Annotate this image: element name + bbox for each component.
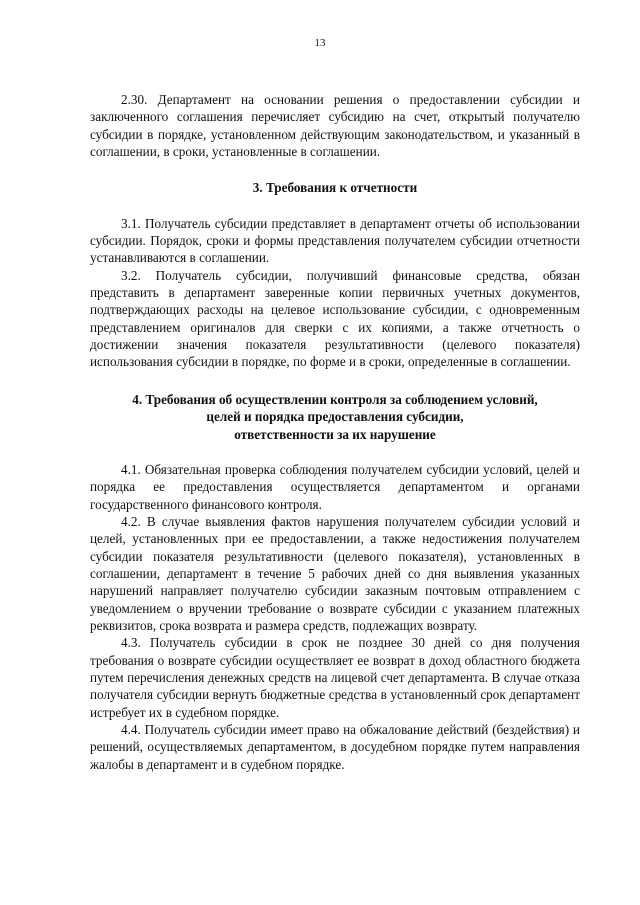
section-3-heading: 3. Требования к отчетности bbox=[252, 180, 418, 196]
paragraph-4-4: 4.4. Получатель субсидии имеет право на обжалование действий (бездействия) и решений, осуществляемых департаментом, в досудебном порядке путем направления жалобы в департамент и в судебном порядке. bbox=[90, 722, 580, 772]
section-4-heading bbox=[90, 391, 580, 443]
document-body bbox=[90, 91, 580, 773]
paragraph-4-1: 4.1. Обязательная проверка соблюдения получателем субсидии условий, целей и порядка ее предоставления осуществляется департаментом и органами государственного финансового контроля. bbox=[90, 461, 580, 512]
paragraph-2-30: 2.30. Департамент на основании решения о предоставлении субсидии и заключенного соглашения перечисляет субсидию на счет, открытый получателю субсидии в порядке, установленном действующим законодательством, и указанный в соглашении, в сроки, установленные в соглашении. bbox=[90, 92, 580, 160]
page-number: 13 bbox=[314, 37, 326, 49]
section-4-heading-line-1: 4. Требования об осуществлении контроля за соблюдением условий, bbox=[132, 391, 538, 407]
section-4-heading-line-3: ответственности за их нарушение bbox=[234, 426, 436, 442]
paragraph-4-2: 4.2. В случае выявления фактов нарушения получателем субсидии условий и целей, установленных при ее предоставлении, а также недостижения получателем субсидии показателя результативности (целевого показателя), установленных в соглашении, департамент в течение 5 рабочих дней со дня выявления указанных нарушений направляет получателю субсидии заказным почтовым отправлением с уведомлением о вручении требование о возврате субсидии с указанием платежных реквизитов, срока возврата и размера средств, подлежащих возврату. bbox=[90, 513, 580, 633]
paragraph-3-2: 3.2. Получатель субсидии, получивший финансовые средства, обязан представить в департамент заверенные копии первичных учетных документов, подтверждающих расходы на целевое использование субсидии, с одновременным представлением оригиналов для сверки с их копиями, а также отчетность о достижении значения показателя результативности (целевого показателя) использования субсидии в порядке, по форме и в сроки, определенные в соглашении. bbox=[90, 267, 580, 370]
paragraph-4-3: 4.3. Получатель субсидии в срок не позднее 30 дней со дня получения требования о возврате субсидии осуществляет ее возврат в доход областного бюджета путем перечисления денежных средств на лицевой счет департамента. В случае отказа получателя субсидии вернуть бюджетные средства в установленный срок департамент истребует их в судебном порядке. bbox=[90, 635, 580, 720]
paragraph-3-1: 3.1. Получатель субсидии представляет в департамент отчеты об использовании субсидии. Порядок, сроки и формы представления получателем субсидии отчетности устанавливаются в соглашении. bbox=[90, 215, 580, 266]
section-4-heading-line-2: целей и порядка предоставления субсидии, bbox=[206, 409, 464, 425]
